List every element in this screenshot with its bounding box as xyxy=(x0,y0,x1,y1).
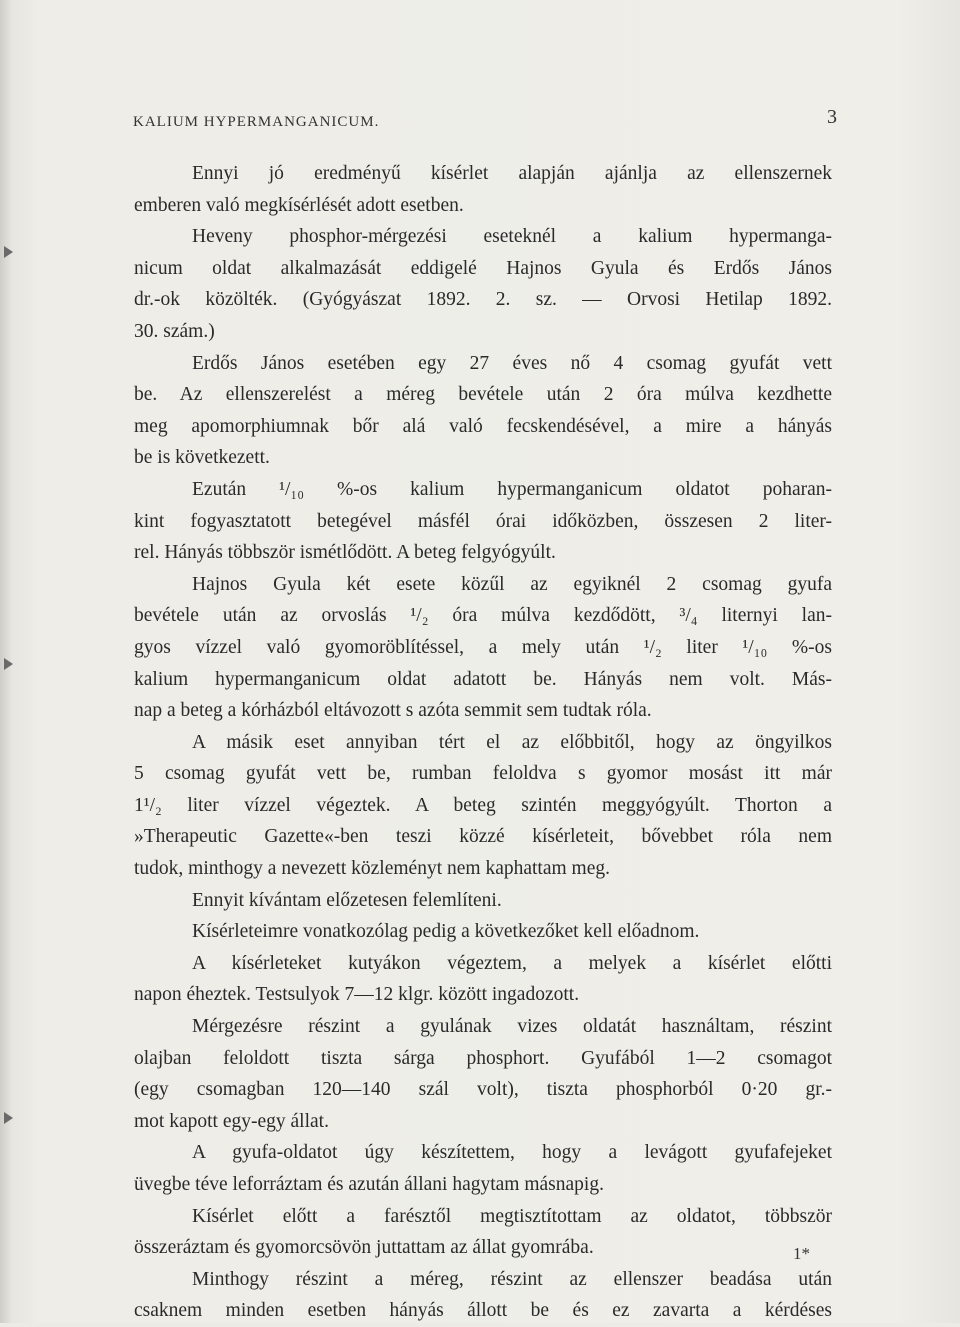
text-line: 5 csomag gyufát vett be, rumban feloldva s gyomor mosást itt már xyxy=(134,763,832,785)
text-line: nap a beteg a kórházból eltávozott s azóta semmit sem tudtak róla. xyxy=(134,700,652,722)
text-line: napon éheztek. Testsulyok 7—12 klgr. között ingadozott. xyxy=(134,984,580,1006)
text-line: csaknem minden esetben hányás állott be és ez zavarta a kérdéses xyxy=(134,1300,832,1322)
text-line: Ennyit kívántam előzetesen felemlíteni. xyxy=(192,889,502,911)
body-text xyxy=(134,158,832,1327)
text-line: Kísérleteimre vonatkozólag pedig a következőket kell előadnom. xyxy=(192,921,700,943)
text-line: kint fogyasztatott betegével másfél órai időközben, összesen 2 liter- xyxy=(134,510,832,532)
text-line: Minthogy részint a méreg, részint az ellenszer beadása után xyxy=(192,1268,832,1290)
page-number: 3 xyxy=(827,106,837,128)
text-line: tudok, minthogy a nevezett közleményt nem kaphattam meg. xyxy=(134,858,610,880)
text-line: Hajnos Gyula két esete közűl az egyiknél 2 csomag gyufa xyxy=(192,573,832,595)
text-line: A gyufa-oldatot úgy készítettem, hogy a levágott gyufafejeket xyxy=(192,1142,832,1164)
text-line: Ezután ¹/₁₀ %-os kalium hypermanganicum oldatot poharan- xyxy=(192,478,832,500)
text-line: Heveny phosphor-mérgezési eseteknél a kalium hypermanga- xyxy=(192,226,832,248)
text-line: mot kapott egy-egy állat. xyxy=(134,1110,329,1132)
text-line: »Therapeutic Gazette«-ben teszi közzé kísérleteit, bővebbet róla nem xyxy=(134,826,832,848)
text-line: nicum oldat alkalmazását eddigelé Hajnos Gyula és Erdős János xyxy=(134,257,832,279)
text-line: 1¹/₂ liter vízzel végeztek. A beteg szintén meggyógyúlt. Thorton a xyxy=(134,794,832,816)
text-line: bevétele után az orvoslás ¹/₂ óra múlva kezdődött, ³/₄ liternyi lan- xyxy=(134,605,832,627)
text-line: be. Az ellenszerelést a méreg bevétele után 2 óra múlva kezdhette xyxy=(134,384,832,406)
text-line: Mérgezésre részint a gyulának vizes oldatát használtam, részint xyxy=(192,1016,832,1038)
text-line: A másik eset annyiban tért el az előbbitől, hogy az öngyilkos xyxy=(192,731,832,753)
running-head: KALIUM HYPERMANGANICUM. xyxy=(133,114,380,130)
text-line: Ennyi jó eredményű kísérlet alapján ajánlja az ellenszernek xyxy=(192,163,832,184)
signature-mark: 1* xyxy=(793,1244,810,1263)
text-line: A kísérleteket kutyákon végeztem, a melyek a kísérlet előtti xyxy=(192,952,832,974)
text-line: emberen való megkísérlését adott esetben. xyxy=(134,194,464,216)
text-line: be is következett. xyxy=(134,447,270,469)
text-line: gyos vízzel való gyomoröblítéssel, a mely után ¹/₂ liter ¹/₁₀ %-os xyxy=(134,636,832,658)
text-line: Kísérlet előtt a farésztől megtisztítottam az oldatot, többször xyxy=(192,1205,832,1227)
text-line: rel. Hányás többször ismétlődött. A beteg felgyógyúlt. xyxy=(134,542,556,564)
text-line: üvegbe téve leforráztam és azután állani hagytam másnapig. xyxy=(134,1174,604,1195)
text-line: Erdős János esetében egy 27 éves nő 4 csomag gyufát vett xyxy=(192,352,832,374)
margin-arrow-icon xyxy=(4,658,13,670)
text-line: (egy csomagban 120—140 szál volt), tiszta phosphorból 0·20 gr.- xyxy=(134,1079,832,1101)
margin-arrow-icon xyxy=(4,246,13,258)
text-line: dr.-ok közölték. (Gyógyászat 1892. 2. sz. — Orvosi Hetilap 1892. xyxy=(134,289,832,311)
text-line: 30. szám.) xyxy=(134,320,215,342)
text-line: összeráztam és gyomorcsövön juttattam az állat gyomrába. xyxy=(134,1237,594,1259)
text-line: kalium hypermanganicum oldat adatott be. Hányás nem volt. Más- xyxy=(134,668,832,690)
margin-arrow-icon xyxy=(4,1112,13,1124)
text-line: olajban feloldott tiszta sárga phosphort. Gyufából 1—2 csomagot xyxy=(134,1047,832,1069)
text-line: meg apomorphiumnak bőr alá való fecskendésével, a mire a hányás xyxy=(134,415,832,437)
page-header xyxy=(133,106,837,138)
